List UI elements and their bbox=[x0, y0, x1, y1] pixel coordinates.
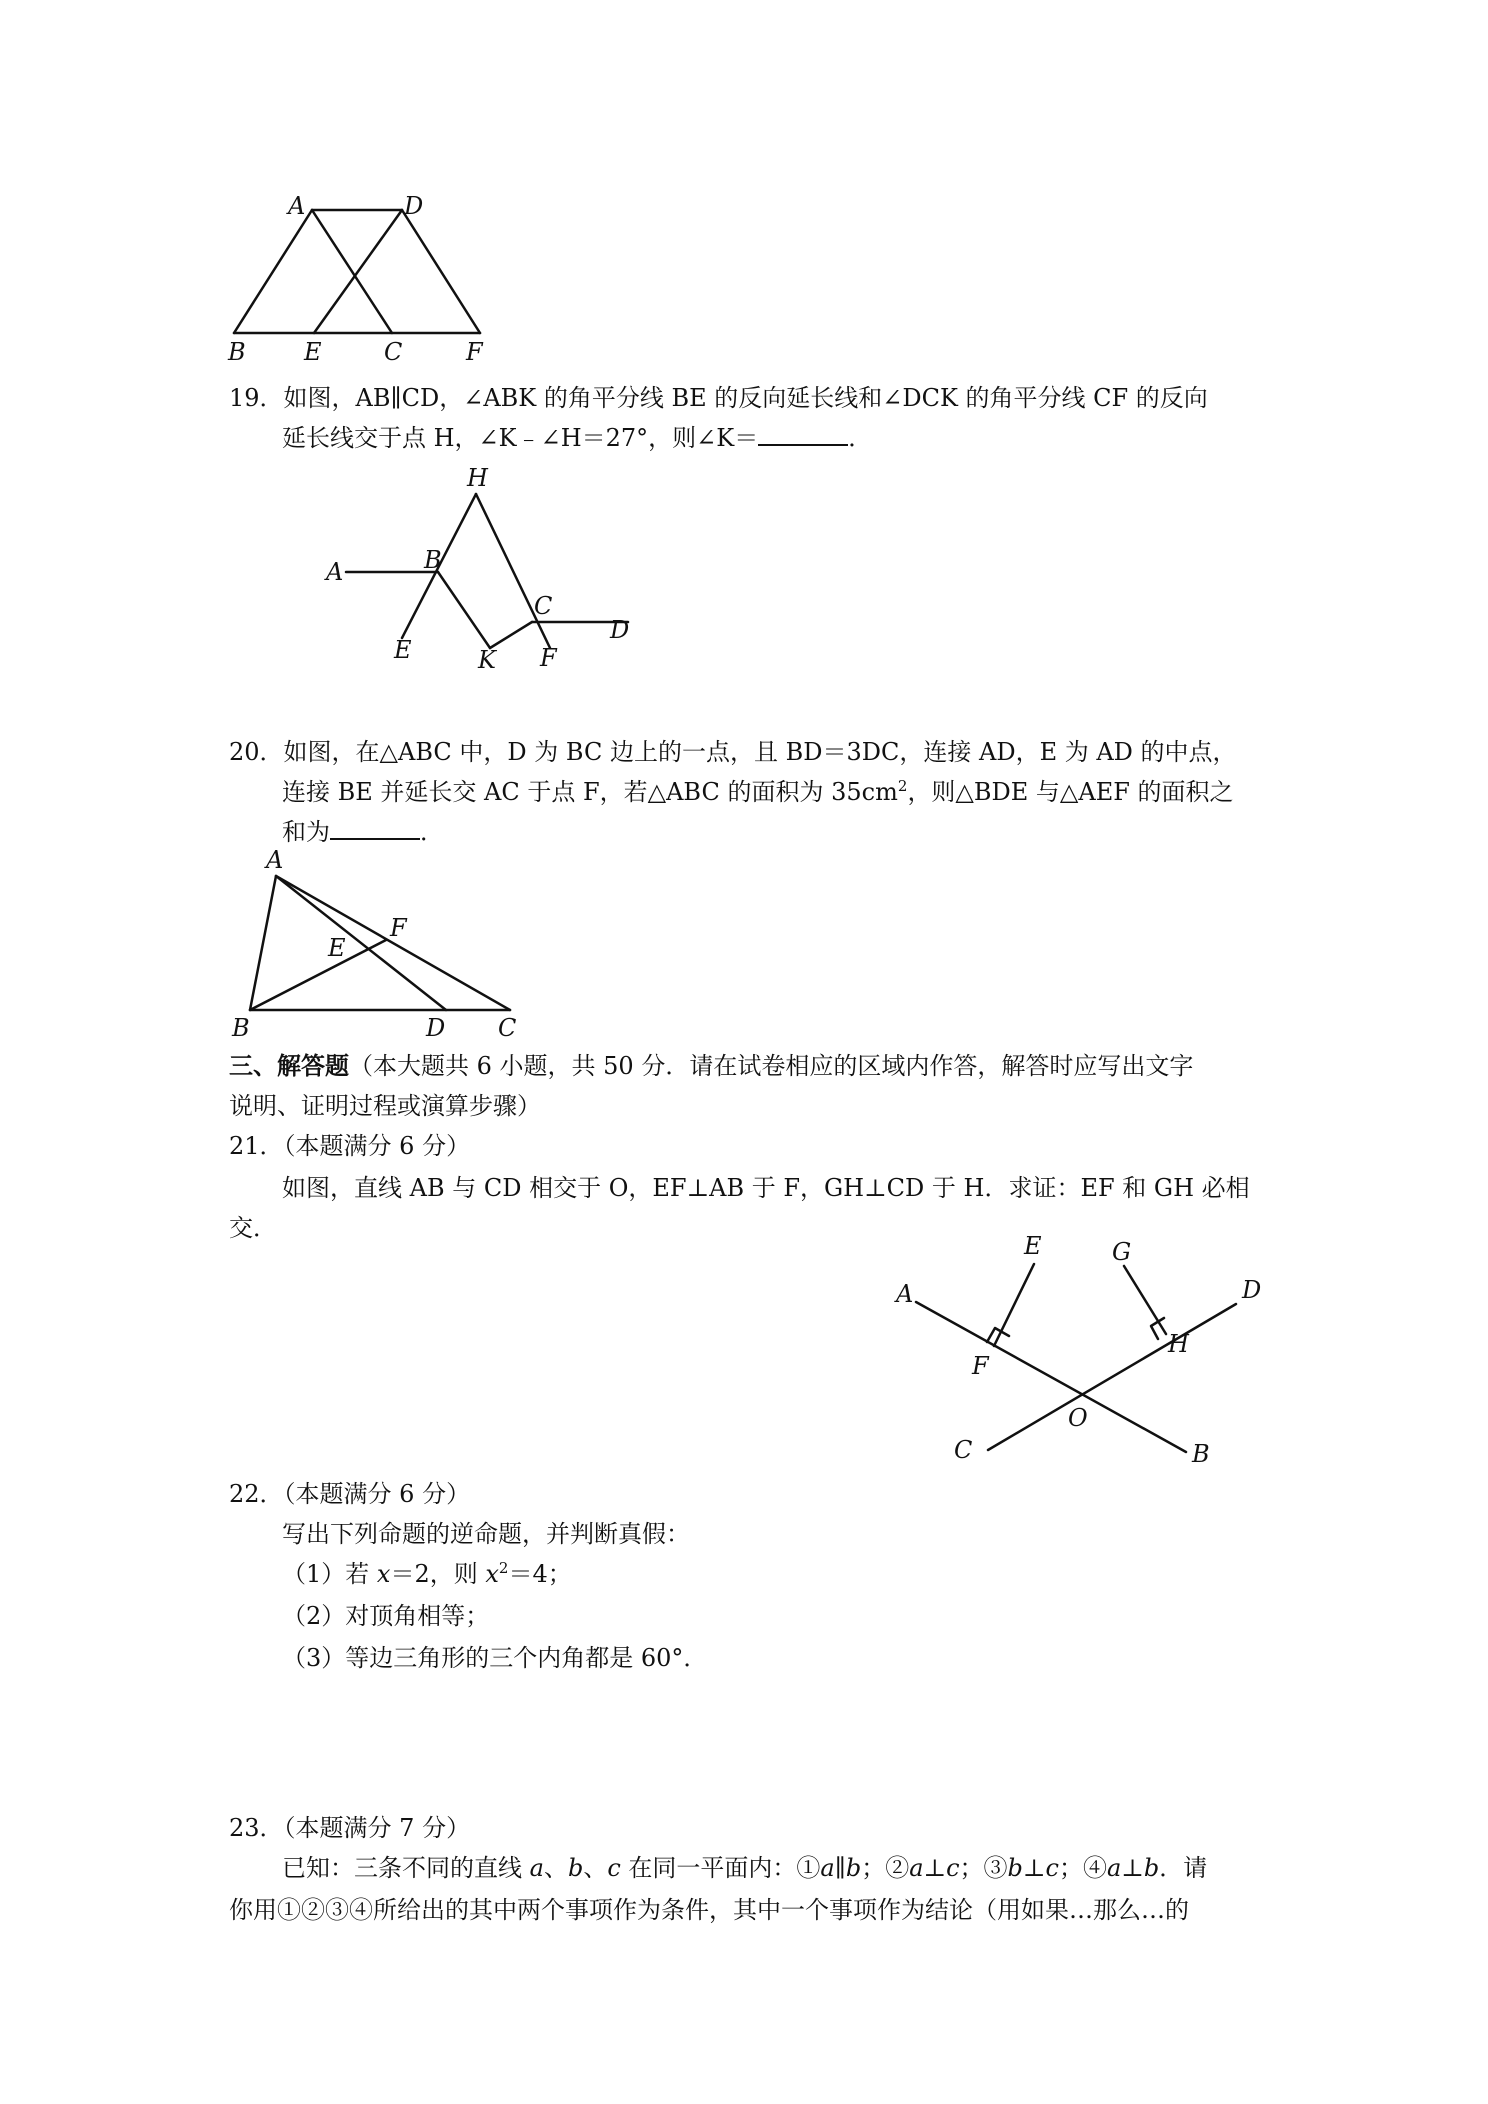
q23-c3b: c bbox=[1045, 1854, 1059, 1882]
label-A: A bbox=[326, 558, 344, 586]
q23-c2op: ⊥ bbox=[923, 1854, 947, 1882]
segment-EF bbox=[994, 1264, 1034, 1346]
q23-l1b: 在同一平面内：① bbox=[620, 1854, 821, 1882]
segment-DF bbox=[402, 210, 480, 333]
q22-item1-b: ＝2，则 bbox=[390, 1560, 486, 1588]
q20-text-line3: 和为 bbox=[282, 818, 330, 846]
q19-period: ． bbox=[848, 424, 873, 452]
label-A: A bbox=[266, 846, 284, 874]
q23-sep2: 、 bbox=[583, 1854, 608, 1882]
q20-text-line2a: 连接 BE 并延长交 AC 于点 F，若△ABC 的面积为 35cm bbox=[282, 778, 898, 806]
q20-line1 bbox=[229, 734, 1237, 770]
q23-c3a: b bbox=[1007, 1854, 1023, 1882]
q21-header-text: 21．（本题满分 6 分） bbox=[229, 1132, 471, 1160]
q22-item3 bbox=[282, 1640, 707, 1676]
section3-desc-line2: 说明、证明过程或演算步骤） bbox=[229, 1092, 541, 1120]
q21-line2 bbox=[229, 1210, 277, 1246]
q23-c2a: a bbox=[909, 1854, 924, 1882]
figure-21 bbox=[888, 1230, 1268, 1470]
label-C: C bbox=[384, 338, 403, 366]
label-G: G bbox=[1112, 1238, 1132, 1266]
q21-text-line1: 如图，直线 AB 与 CD 相交于 O，EF⊥AB 于 F，GH⊥CD 于 H．求证：EF 和 GH 必相 bbox=[282, 1174, 1250, 1202]
q23-line2 bbox=[229, 1892, 1189, 1928]
q22-header-text: 22．（本题满分 6 分） bbox=[229, 1480, 471, 1508]
label-E: E bbox=[1024, 1232, 1042, 1260]
label-B: B bbox=[1192, 1440, 1210, 1468]
segment-AC bbox=[312, 210, 392, 333]
label-B: B bbox=[228, 338, 246, 366]
q23-l1a: 已知：三条不同的直线 bbox=[282, 1854, 530, 1882]
q23-header bbox=[229, 1810, 470, 1846]
label-E: E bbox=[328, 934, 346, 962]
q21-text-line2: 交． bbox=[229, 1214, 277, 1242]
label-F: F bbox=[972, 1352, 989, 1380]
figure-18 bbox=[222, 192, 483, 366]
label-C: C bbox=[498, 1014, 517, 1042]
q23-c3pre: ；③ bbox=[959, 1854, 1008, 1882]
label-D: D bbox=[610, 616, 630, 644]
q23-c1a: a bbox=[820, 1854, 835, 1882]
label-F: F bbox=[466, 338, 483, 366]
label-A: A bbox=[288, 192, 306, 220]
q19-line2 bbox=[282, 420, 872, 456]
section3-desc-line1: （本大题共 6 小题，共 50 分．请在试卷相应的区域内作答，解答时应写出文字 bbox=[349, 1052, 1194, 1080]
segment-DE bbox=[314, 210, 402, 333]
label-E: E bbox=[304, 338, 322, 366]
q22-item1-sup: 2 bbox=[498, 1559, 509, 1577]
segment-GH bbox=[1124, 1266, 1166, 1334]
label-F: F bbox=[390, 914, 407, 942]
q20-number: 20． bbox=[229, 738, 284, 766]
q22-intro-text: 写出下列命题的逆命题，并判断真假： bbox=[282, 1520, 690, 1548]
q19-text-line2: 延长线交于点 H，∠K﹣∠H＝27°，则∠K＝ bbox=[282, 424, 759, 452]
segment-AB bbox=[234, 210, 312, 333]
segment-AB bbox=[250, 876, 276, 1010]
q23-c1b: b bbox=[845, 1854, 862, 1882]
label-F: F bbox=[540, 644, 557, 672]
segment-BF bbox=[250, 940, 386, 1010]
q20-line2 bbox=[282, 774, 1234, 810]
label-H: H bbox=[467, 464, 488, 492]
segment-AC bbox=[276, 876, 510, 1010]
q23-line1 bbox=[282, 1850, 1207, 1886]
segment-AD bbox=[276, 876, 446, 1010]
q22-intro bbox=[282, 1516, 690, 1552]
label-B: B bbox=[232, 1014, 250, 1042]
section3-title: 三、解答题 bbox=[229, 1051, 349, 1080]
q23-var-b: b bbox=[567, 1854, 584, 1882]
q19-number: 19． bbox=[229, 384, 284, 412]
q23-c2pre: ；② bbox=[861, 1854, 910, 1882]
q22-header bbox=[229, 1476, 470, 1512]
label-D: D bbox=[426, 1014, 446, 1042]
q19-answer-blank[interactable] bbox=[758, 422, 848, 446]
q20-text-line1: 如图，在△ABC 中，D 为 BC 边上的一点，且 BD＝3DC，连接 AD，E 为 AD 的中点， bbox=[283, 738, 1237, 766]
q22-item2 bbox=[282, 1598, 489, 1634]
q23-l1end: ．请 bbox=[1159, 1854, 1208, 1882]
section3-line2 bbox=[229, 1088, 541, 1124]
q22-item3-text: （3）等边三角形的三个内角都是 60°． bbox=[282, 1644, 708, 1672]
label-D: D bbox=[1242, 1276, 1262, 1304]
q22-item1-x: x bbox=[376, 1560, 391, 1588]
q23-c4a: a bbox=[1106, 1854, 1122, 1882]
q20-line3 bbox=[282, 814, 444, 850]
q23-c1op: ∥ bbox=[834, 1854, 846, 1882]
q21-line1 bbox=[282, 1170, 1250, 1206]
q22-item1 bbox=[282, 1556, 572, 1592]
figure-20 bbox=[228, 846, 548, 1042]
q22-item1-c: ＝4； bbox=[508, 1560, 572, 1588]
q23-text-line2: 你用①②③④所给出的其中两个事项作为条件，其中一个事项作为结论（用如果…那么…的 bbox=[229, 1896, 1189, 1924]
q20-answer-blank[interactable] bbox=[330, 816, 420, 840]
label-H: H bbox=[1168, 1330, 1189, 1358]
q21-header bbox=[229, 1128, 470, 1164]
q20-period: ． bbox=[420, 818, 444, 846]
line-AB bbox=[916, 1302, 1186, 1452]
label-K: K bbox=[478, 646, 496, 674]
label-B: B bbox=[424, 546, 442, 574]
q20-text-line2b: ，则△BDE 与△AEF 的面积之 bbox=[907, 778, 1234, 806]
segment-BK bbox=[438, 572, 490, 648]
q23-var-a: a bbox=[529, 1854, 544, 1882]
segment-KC bbox=[490, 622, 532, 648]
q23-sep1: 、 bbox=[543, 1854, 568, 1882]
q23-header-text: 23．（本题满分 7 分） bbox=[229, 1814, 471, 1842]
q23-c4b: b bbox=[1143, 1854, 1160, 1882]
q22-item1-x2: x bbox=[485, 1560, 499, 1588]
label-O: O bbox=[1068, 1404, 1088, 1432]
segment-HF bbox=[476, 494, 553, 648]
q23-c2b: c bbox=[946, 1854, 960, 1882]
q23-c3op: ⊥ bbox=[1022, 1854, 1046, 1882]
q20-superscript: 2 bbox=[897, 777, 908, 795]
q23-c4pre: ；④ bbox=[1058, 1854, 1107, 1882]
figure-19 bbox=[324, 464, 644, 674]
q22-item1-a: （1）若 bbox=[282, 1560, 377, 1588]
q19-line1 bbox=[229, 380, 1208, 416]
label-A: A bbox=[896, 1280, 914, 1308]
label-C: C bbox=[954, 1436, 973, 1464]
q22-item2-text: （2）对顶角相等； bbox=[282, 1602, 490, 1630]
label-D: D bbox=[404, 192, 424, 220]
q23-c4op: ⊥ bbox=[1121, 1854, 1144, 1882]
q19-text-line1: 如图，AB∥CD，∠ABK 的角平分线 BE 的反向延长线和∠DCK 的角平分线 CF 的反向 bbox=[283, 384, 1208, 412]
q23-var-c: c bbox=[607, 1854, 621, 1882]
label-C: C bbox=[534, 592, 553, 620]
line-CD bbox=[988, 1304, 1236, 1450]
label-E: E bbox=[394, 636, 412, 664]
section3-line1 bbox=[229, 1048, 1193, 1084]
